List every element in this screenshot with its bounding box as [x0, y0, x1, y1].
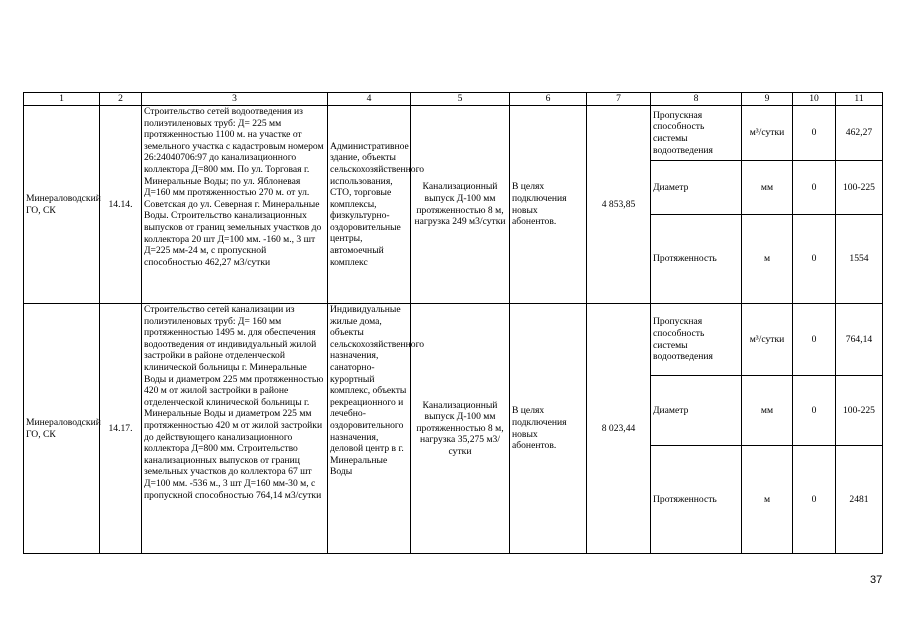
- district-cell: Минераловодский ГО, СК: [24, 106, 100, 304]
- table-row: [24, 304, 883, 376]
- param-before-cell: 0: [793, 106, 836, 161]
- header-cell: 11: [836, 93, 883, 106]
- objects-cell: Административное здание, объекты сельскохозяйственного использования, СТО, торговые комплексы, физкультурно-оздоровительные центры, автомоечный комплекс: [328, 106, 411, 304]
- header-cell: 1: [24, 93, 100, 106]
- cost-cell: 4 853,85: [587, 106, 651, 304]
- param-unit-cell: мм: [742, 161, 793, 215]
- param-before-cell: 0: [793, 446, 836, 554]
- cost-cell: 8 023,44: [587, 304, 651, 554]
- header-cell: 2: [100, 93, 142, 106]
- header-cell: 8: [651, 93, 742, 106]
- header-row: [24, 93, 883, 106]
- param-unit-cell: м³/сутки: [742, 106, 793, 161]
- param-name-cell: Пропускная способность системы водоотведения: [651, 106, 742, 161]
- header-cell: 7: [587, 93, 651, 106]
- header-cell: 6: [510, 93, 587, 106]
- param-after-cell: 764,14: [836, 304, 883, 376]
- param-name-cell: Пропускная способность системы водоотведения: [651, 304, 742, 376]
- description-cell: Строительство сетей канализации из полиэтиленовых труб: Д= 160 мм протяженностью 1495 м. для обеспечения водоотведения от индивидуальный жилой застройки в районе отделенческой клинической больницы г. Минеральные Воды и диаметром 225 мм протяженностью 420 м от жилой застройки в районе отделенческой клинической больницы г. Минеральные Воды и диаметром 225 мм протяженностью 420 м от жилой застройки до действующего канализационного коллектора Д=800 мм. Строительство канализационных выпусков от границ земельных участков до коллектора 67 шт Д=100 мм. -536 м., 3 шт Д=160 мм-30 м, с пропускной способностью 764,14 м3/сутки: [142, 304, 328, 554]
- header-cell: 9: [742, 93, 793, 106]
- district-cell: Минераловодский ГО, СК: [24, 304, 100, 554]
- header-cell: 10: [793, 93, 836, 106]
- param-name-cell: Диаметр: [651, 161, 742, 215]
- table-row: [24, 106, 883, 161]
- objects-cell: Индивидуальные жилые дома, объекты сельскохозяйственного назначения, санаторно-курортный комплекс, объекты рекреационного и лечебно-оздоровительного назначения, деловой центр в г. Минеральные Воды: [328, 304, 411, 554]
- infrastructure-table: [23, 92, 883, 554]
- param-after-cell: 100-225: [836, 161, 883, 215]
- header-cell: 3: [142, 93, 328, 106]
- param-name-cell: Протяженность: [651, 215, 742, 304]
- param-after-cell: 1554: [836, 215, 883, 304]
- page-number: 37: [870, 574, 883, 586]
- purpose-cell: В целях подключения новых абонентов.: [510, 304, 587, 554]
- header-cell: 4: [328, 93, 411, 106]
- param-unit-cell: м: [742, 215, 793, 304]
- connection-cell: Канализационный выпуск Д-100 мм протяженностью 8 м, нагрузка 35,275 м3/сутки: [411, 304, 510, 554]
- connection-cell: Канализационный выпуск Д-100 мм протяженностью 8 м, нагрузка 249 м3/сутки: [411, 106, 510, 304]
- item-number-cell: 14.17.: [100, 304, 142, 554]
- item-number-cell: 14.14.: [100, 106, 142, 304]
- param-after-cell: 462,27: [836, 106, 883, 161]
- header-cell: 5: [411, 93, 510, 106]
- purpose-cell: В целях подключения новых абонентов.: [510, 106, 587, 304]
- param-unit-cell: м: [742, 446, 793, 554]
- param-name-cell: Протяженность: [651, 446, 742, 554]
- param-before-cell: 0: [793, 161, 836, 215]
- param-after-cell: 2481: [836, 446, 883, 554]
- param-unit-cell: мм: [742, 376, 793, 446]
- param-before-cell: 0: [793, 304, 836, 376]
- param-unit-cell: м³/сутки: [742, 304, 793, 376]
- description-cell: Строительство сетей водоотведения из полиэтиленовых труб: Д= 225 мм протяженностью 1100 м. на участке от земельного участка с кадастровым номером 26:24040706:97 до канализационного коллектора Д=800 мм. По ул. Торговая г. Минеральные Воды; по ул. Яблоневая Д=160 мм протяженностью 270 м. от ул. Советская до ул. Северная г. Минеральные Воды. Строительство канализационных выпусков от границ земельных участков до коллектора 20 шт Д=100 мм. -160 м., 3 шт Д=225 мм-24 м, с пропускной способностью 462,27 м3/сутки: [142, 106, 328, 304]
- param-after-cell: 100-225: [836, 376, 883, 446]
- param-name-cell: Диаметр: [651, 376, 742, 446]
- param-before-cell: 0: [793, 215, 836, 304]
- param-before-cell: 0: [793, 376, 836, 446]
